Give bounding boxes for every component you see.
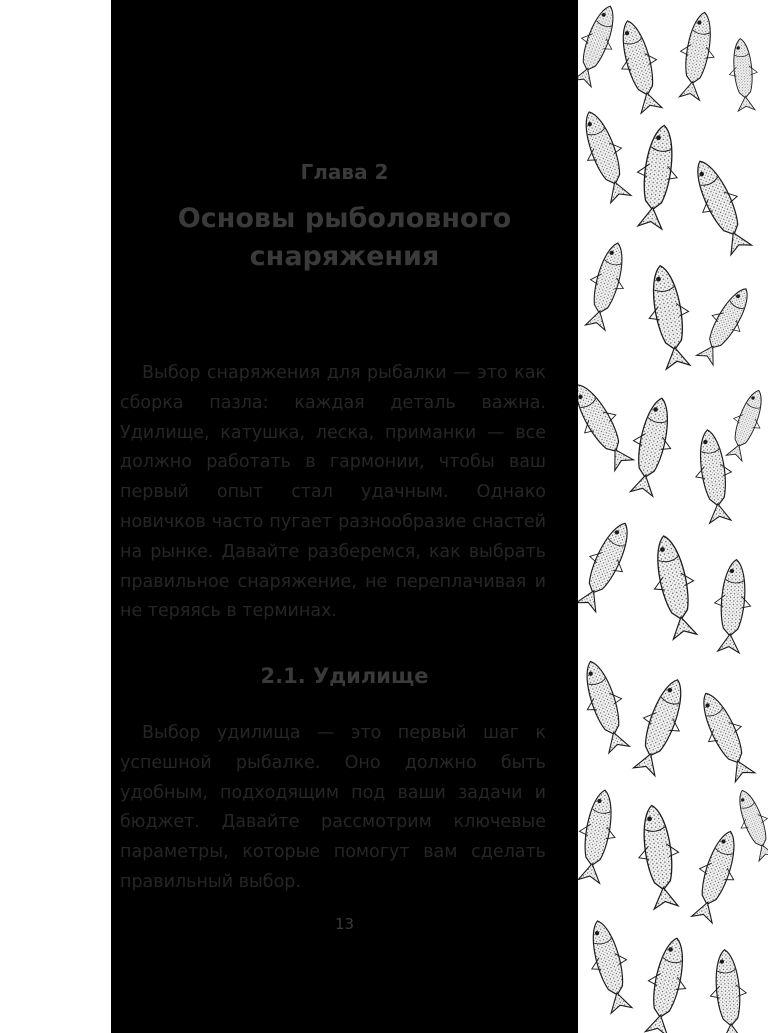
fish-icon (683, 153, 759, 258)
fish-icon (578, 656, 636, 755)
fish-icon (673, 9, 722, 101)
fish-icon (726, 37, 760, 111)
fish-icon (707, 948, 751, 1033)
fish-icon (638, 934, 696, 1033)
chapter-label: Глава 2 (300, 160, 389, 184)
fish-icon (578, 1, 625, 89)
fish-icon (685, 826, 748, 925)
fish-icon (640, 262, 697, 370)
fish-icon (580, 916, 639, 1015)
fish-icon (644, 532, 705, 641)
section-heading: 2.1. Удилище (260, 664, 429, 688)
page-number: 13 (334, 915, 355, 933)
chapter-title-line-2: снаряжения (249, 241, 440, 272)
fish-icon (578, 106, 638, 205)
intro-paragraph: Выбор снаряжения для рыбалки — это как сборка пазла: каждая деталь важна. Удилище, катушка, леска, приманки — все должно работать в гармонии, чтобы ваш первый опыт стал удачным. Однако новичков часто пугает разнообразие снастей на рынке. Давайте разберемся, как выбрать правильное снаряжение, не переплачивая и не теряясь в терминах. (120, 363, 546, 622)
fish-icon (578, 516, 641, 615)
fish-icon (729, 786, 768, 863)
fish-icon (626, 673, 695, 778)
fish-icon (632, 803, 686, 911)
fish-icon (578, 787, 623, 885)
fish-icon (691, 281, 760, 368)
chapter-title-line-1: Основы рыболовного (177, 203, 512, 234)
fish-icon (711, 558, 755, 653)
fish-icon (623, 394, 681, 498)
chapter-title (111, 200, 578, 276)
fish-icon (610, 16, 669, 115)
fish-icon (721, 386, 768, 463)
fish-icon (578, 376, 640, 474)
fish-icon (630, 123, 684, 231)
section-paragraph: Выбор удилища — это первый шаг к успешной рыбалке. Оно должно быть удобным, подходящим под ваши задачи и бюджет. Давайте рассмотрим ключевые параметры, которые помогут вам сделать правильный выбор. (120, 723, 546, 892)
fish-illustration-panel (578, 0, 768, 1033)
fish-icon (579, 239, 635, 332)
fish-icon (690, 427, 739, 524)
fish-icon (690, 686, 762, 785)
fish-pattern-icon (578, 0, 768, 1033)
left-margin (0, 0, 111, 1033)
book-page (111, 0, 578, 1033)
